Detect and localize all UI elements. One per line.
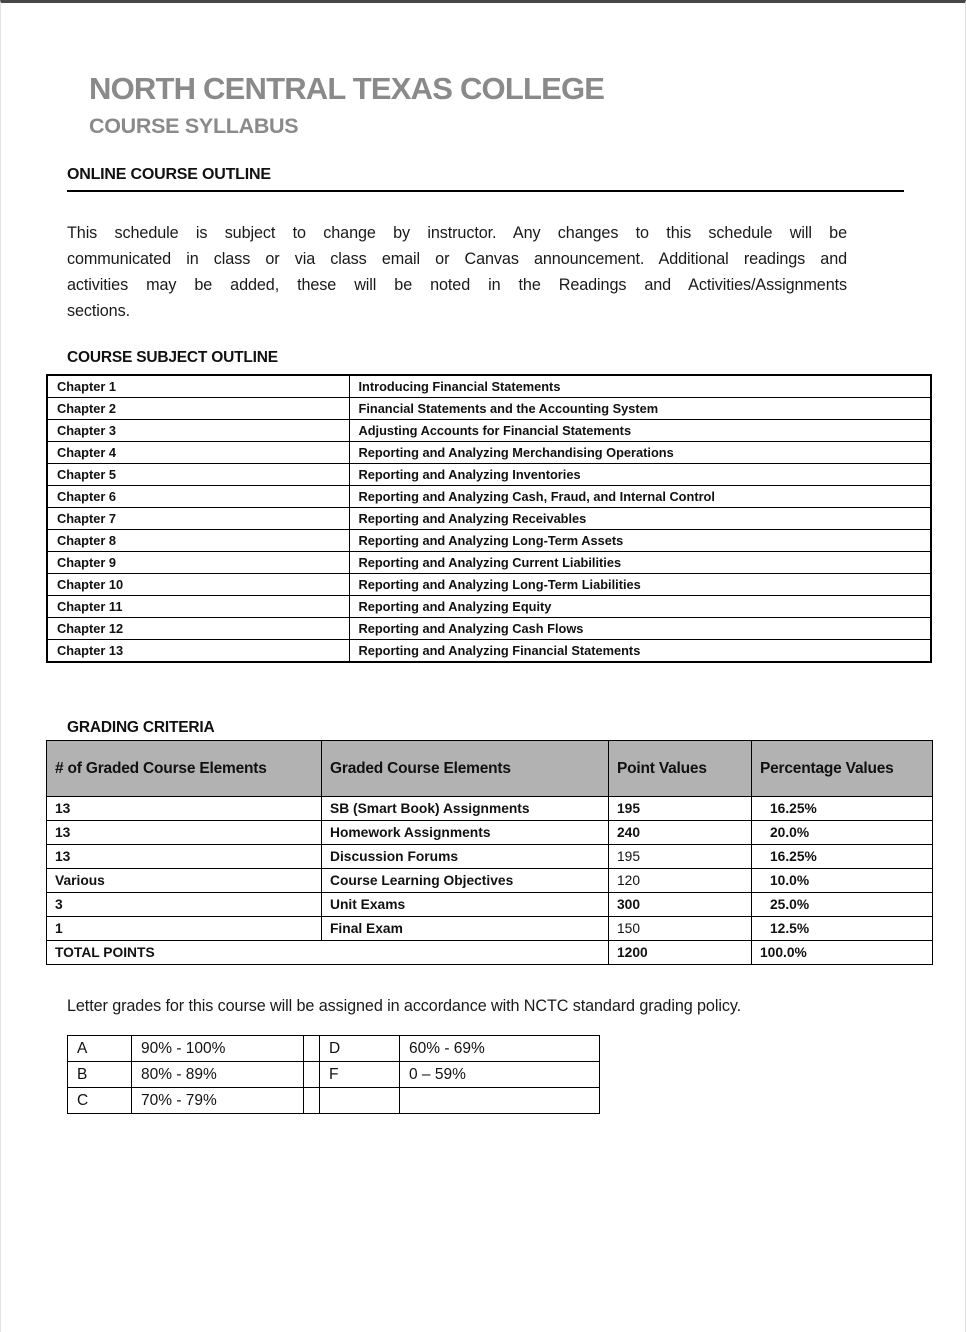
table-row — [47, 596, 931, 618]
table-header-row — [47, 741, 933, 797]
chapter-cell: Chapter 5 — [47, 464, 349, 486]
grade-letter-cell: C — [68, 1088, 132, 1114]
column-header-count: # of Graded Course Elements — [47, 741, 322, 797]
table-row — [47, 398, 931, 420]
total-points-cell: 1200 — [609, 941, 752, 965]
page-subtitle: COURSE SYLLABUS — [89, 114, 299, 138]
chapter-cell: Chapter 6 — [47, 486, 349, 508]
element-cell: Discussion Forums — [322, 845, 609, 869]
total-points-row — [47, 941, 933, 965]
count-cell: 1 — [47, 917, 322, 941]
table-row — [47, 486, 931, 508]
chapter-cell: Chapter 7 — [47, 508, 349, 530]
table-row — [47, 442, 931, 464]
letter-grades-note: Letter grades for this course will be assigned in accordance with NCTC standard grading policy. — [67, 997, 742, 1015]
chapter-title-cell: Reporting and Analyzing Inventories — [349, 464, 931, 486]
points-cell: 195 — [609, 797, 752, 821]
points-cell: 300 — [609, 893, 752, 917]
paragraph-line: communicated in class or via class email or Canvas announcement. Additional readings and — [67, 250, 847, 268]
count-cell: 13 — [47, 821, 322, 845]
spacer-cell — [304, 1036, 320, 1062]
chapter-title-cell: Adjusting Accounts for Financial Statements — [349, 420, 931, 442]
grade-range-cell: 90% - 100% — [132, 1036, 304, 1062]
chapter-title-cell: Reporting and Analyzing Financial Statements — [349, 640, 931, 663]
table-row — [68, 1088, 600, 1114]
chapter-cell: Chapter 2 — [47, 398, 349, 420]
grade-range-cell: 80% - 89% — [132, 1062, 304, 1088]
table-row — [47, 420, 931, 442]
column-header-points: Point Values — [609, 741, 752, 797]
count-cell: 13 — [47, 797, 322, 821]
count-cell: 3 — [47, 893, 322, 917]
chapter-title-cell: Introducing Financial Statements — [349, 375, 931, 398]
column-header-element: Graded Course Elements — [322, 741, 609, 797]
grading-criteria-heading: GRADING CRITERIA — [67, 719, 215, 736]
points-cell: 195 — [609, 845, 752, 869]
table-row — [47, 917, 933, 941]
element-cell: Unit Exams — [322, 893, 609, 917]
grade-letter-cell: F — [320, 1062, 400, 1088]
percent-cell: 12.5% — [752, 917, 933, 941]
chapter-title-cell: Reporting and Analyzing Cash, Fraud, and Internal Control — [349, 486, 931, 508]
grade-range-cell: 60% - 69% — [400, 1036, 600, 1062]
table-row — [47, 845, 933, 869]
table-row — [47, 574, 931, 596]
grade-letter-cell: D — [320, 1036, 400, 1062]
table-row — [47, 869, 933, 893]
grading-criteria-table — [46, 740, 933, 965]
grade-letter-cell: B — [68, 1062, 132, 1088]
course-subject-outline-heading: COURSE SUBJECT OUTLINE — [67, 349, 278, 366]
spacer-cell — [304, 1088, 320, 1114]
count-cell: 13 — [47, 845, 322, 869]
table-row — [47, 797, 933, 821]
chapter-cell: Chapter 11 — [47, 596, 349, 618]
chapter-cell: Chapter 3 — [47, 420, 349, 442]
chapter-title-cell: Reporting and Analyzing Long-Term Assets — [349, 530, 931, 552]
element-cell: Final Exam — [322, 917, 609, 941]
online-course-outline-heading: ONLINE COURSE OUTLINE — [67, 166, 904, 192]
chapter-title-cell: Reporting and Analyzing Cash Flows — [349, 618, 931, 640]
grade-range-cell: 70% - 79% — [132, 1088, 304, 1114]
chapter-cell: Chapter 8 — [47, 530, 349, 552]
column-header-percent: Percentage Values — [752, 741, 933, 797]
percent-cell: 20.0% — [752, 821, 933, 845]
page-title: NORTH CENTRAL TEXAS COLLEGE — [89, 71, 605, 106]
chapter-title-cell: Reporting and Analyzing Current Liabilities — [349, 552, 931, 574]
paragraph-line: This schedule is subject to change by instructor. Any changes to this schedule will be — [67, 224, 847, 242]
chapter-cell: Chapter 9 — [47, 552, 349, 574]
grade-range-cell: 0 – 59% — [400, 1062, 600, 1088]
grade-letter-cell: A — [68, 1036, 132, 1062]
chapter-cell: Chapter 10 — [47, 574, 349, 596]
percent-cell: 10.0% — [752, 869, 933, 893]
points-cell: 240 — [609, 821, 752, 845]
table-row — [68, 1036, 600, 1062]
schedule-change-paragraph — [67, 220, 847, 324]
points-cell: 120 — [609, 869, 752, 893]
table-row — [47, 893, 933, 917]
grade-range-cell — [400, 1088, 600, 1114]
spacer-cell — [304, 1062, 320, 1088]
percent-cell: 25.0% — [752, 893, 933, 917]
chapter-cell: Chapter 4 — [47, 442, 349, 464]
table-row — [47, 618, 931, 640]
element-cell: SB (Smart Book) Assignments — [322, 797, 609, 821]
table-row — [47, 552, 931, 574]
grade-letter-cell — [320, 1088, 400, 1114]
chapter-cell: Chapter 12 — [47, 618, 349, 640]
table-row — [47, 821, 933, 845]
chapter-cell: Chapter 13 — [47, 640, 349, 663]
points-cell: 150 — [609, 917, 752, 941]
grade-scale-table — [67, 1035, 600, 1114]
element-cell: Homework Assignments — [322, 821, 609, 845]
chapter-title-cell: Reporting and Analyzing Receivables — [349, 508, 931, 530]
course-subject-table — [46, 374, 932, 663]
percent-cell: 16.25% — [752, 797, 933, 821]
total-label-cell: TOTAL POINTS — [47, 941, 609, 965]
chapter-title-cell: Reporting and Analyzing Merchandising Operations — [349, 442, 931, 464]
percent-cell: 16.25% — [752, 845, 933, 869]
table-row — [47, 464, 931, 486]
table-row — [47, 640, 931, 663]
total-percent-cell: 100.0% — [752, 941, 933, 965]
chapter-cell: Chapter 1 — [47, 375, 349, 398]
table-row — [47, 375, 931, 398]
chapter-title-cell: Reporting and Analyzing Equity — [349, 596, 931, 618]
chapter-title-cell: Financial Statements and the Accounting System — [349, 398, 931, 420]
count-cell: Various — [47, 869, 322, 893]
table-row — [47, 530, 931, 552]
paragraph-line: sections. — [67, 302, 130, 320]
chapter-title-cell: Reporting and Analyzing Long-Term Liabilities — [349, 574, 931, 596]
table-row — [47, 508, 931, 530]
element-cell: Course Learning Objectives — [322, 869, 609, 893]
paragraph-line: activities may be added, these will be noted in the Readings and Activities/Assignments — [67, 276, 847, 294]
table-row — [68, 1062, 600, 1088]
